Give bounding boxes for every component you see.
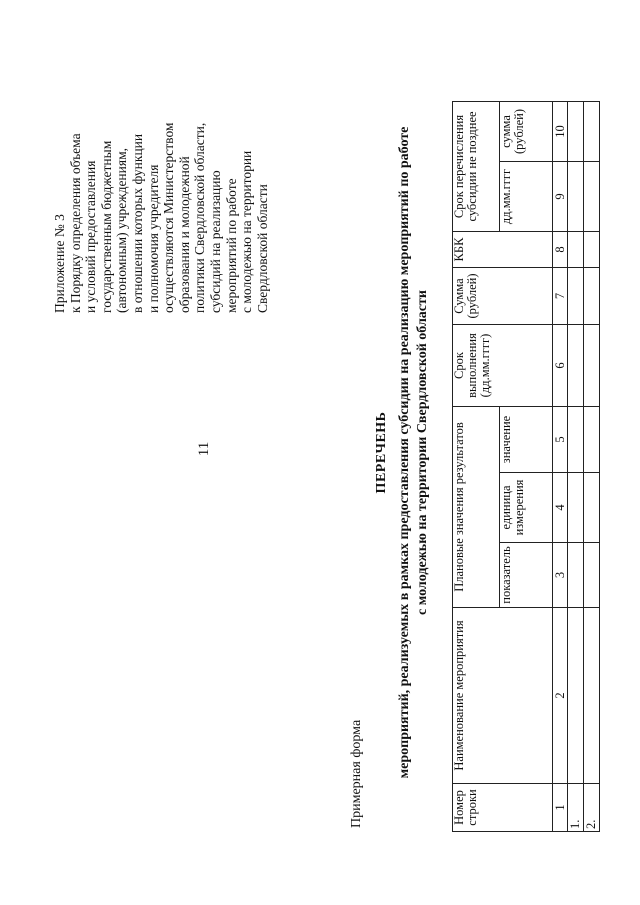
table-cell [568, 473, 584, 543]
document-subtitle-line-1: мероприятий, реализуемых в рамках предоставления субсидии на реализацию мероприятий по работе [397, 126, 412, 779]
header-value: значение [500, 407, 553, 473]
column-number: 3 [553, 543, 568, 608]
header-transfer-amount: сумма (рублей) [500, 102, 553, 162]
header-transfer-period: Срок перечисления субсидии не позднее [453, 102, 500, 232]
header-row-number: Номер строки [453, 784, 553, 832]
table-cell [584, 608, 600, 784]
column-number: 6 [553, 325, 568, 407]
row-number: 2. [584, 784, 600, 832]
column-number: 10 [553, 102, 568, 162]
appendix-line: государственным бюджетным [98, 140, 114, 313]
document-title: ПЕРЕЧЕНЬ [374, 411, 389, 494]
appendix-line: образования и молодежной [176, 156, 192, 313]
table-cell [584, 162, 600, 232]
appendix-line: мероприятий по работе [223, 178, 239, 313]
table-row [584, 102, 600, 832]
table-cell [584, 407, 600, 473]
table-cell [568, 543, 584, 608]
table-cell [584, 268, 600, 325]
table-cell [584, 325, 600, 407]
table-header-row [453, 102, 500, 832]
table-cell [568, 162, 584, 232]
form-label: Примерная форма [349, 719, 364, 828]
column-number: 9 [553, 162, 568, 232]
column-number: 1 [553, 784, 568, 832]
column-number-row [553, 102, 568, 832]
header-indicator: показатель [500, 543, 553, 608]
header-deadline: Срок выполнения (дд.мм.гггг) [453, 325, 553, 407]
appendix-line: субсидий на реализацию [207, 170, 223, 313]
table-cell [584, 543, 600, 608]
appendix-line: политики Свердловской области, [192, 122, 208, 313]
table-cell [568, 232, 584, 268]
appendix-line: и полномочия учредителя [145, 164, 161, 313]
table-cell [568, 102, 584, 162]
table-cell [568, 325, 584, 407]
header-amount: Сумма (рублей) [453, 268, 553, 325]
appendix-line: Приложение № 3 [52, 214, 67, 313]
header-event-name: Наименование мероприятия [453, 608, 553, 784]
header-transfer-date: дд.мм.гггг [500, 162, 553, 232]
column-number: 8 [553, 232, 568, 268]
column-number: 2 [553, 608, 568, 784]
column-number: 5 [553, 407, 568, 473]
appendix-line: осуществляются Министерством [161, 122, 177, 313]
table-row [568, 102, 584, 832]
appendix-line: Свердловской области [254, 184, 270, 313]
table-cell [584, 473, 600, 543]
header-kbk: КБК [453, 232, 553, 268]
document-subtitle-line-2: с молодежью на территории Свердловской области [415, 290, 430, 615]
table-cell [584, 102, 600, 162]
page-number: 11 [196, 441, 212, 457]
column-number: 4 [553, 473, 568, 543]
table-cell [568, 608, 584, 784]
appendix-line: с молодежью на территории [239, 150, 255, 313]
table-cell [568, 268, 584, 325]
header-planned-results: Плановые значения результатов [453, 407, 500, 608]
appendix-line: и условий предоставления [83, 160, 99, 313]
table-cell [568, 407, 584, 473]
appendix-block [52, 53, 270, 313]
appendix-line: (автономным) учреждениям, [114, 147, 130, 313]
row-number: 1. [568, 784, 584, 832]
table-cell [584, 232, 600, 268]
header-unit: единица измерения [500, 473, 553, 543]
column-number: 7 [553, 268, 568, 325]
events-table [452, 101, 600, 832]
appendix-line: в отношении которых функции [129, 133, 145, 313]
appendix-line: к Порядку определения объема [67, 133, 83, 313]
